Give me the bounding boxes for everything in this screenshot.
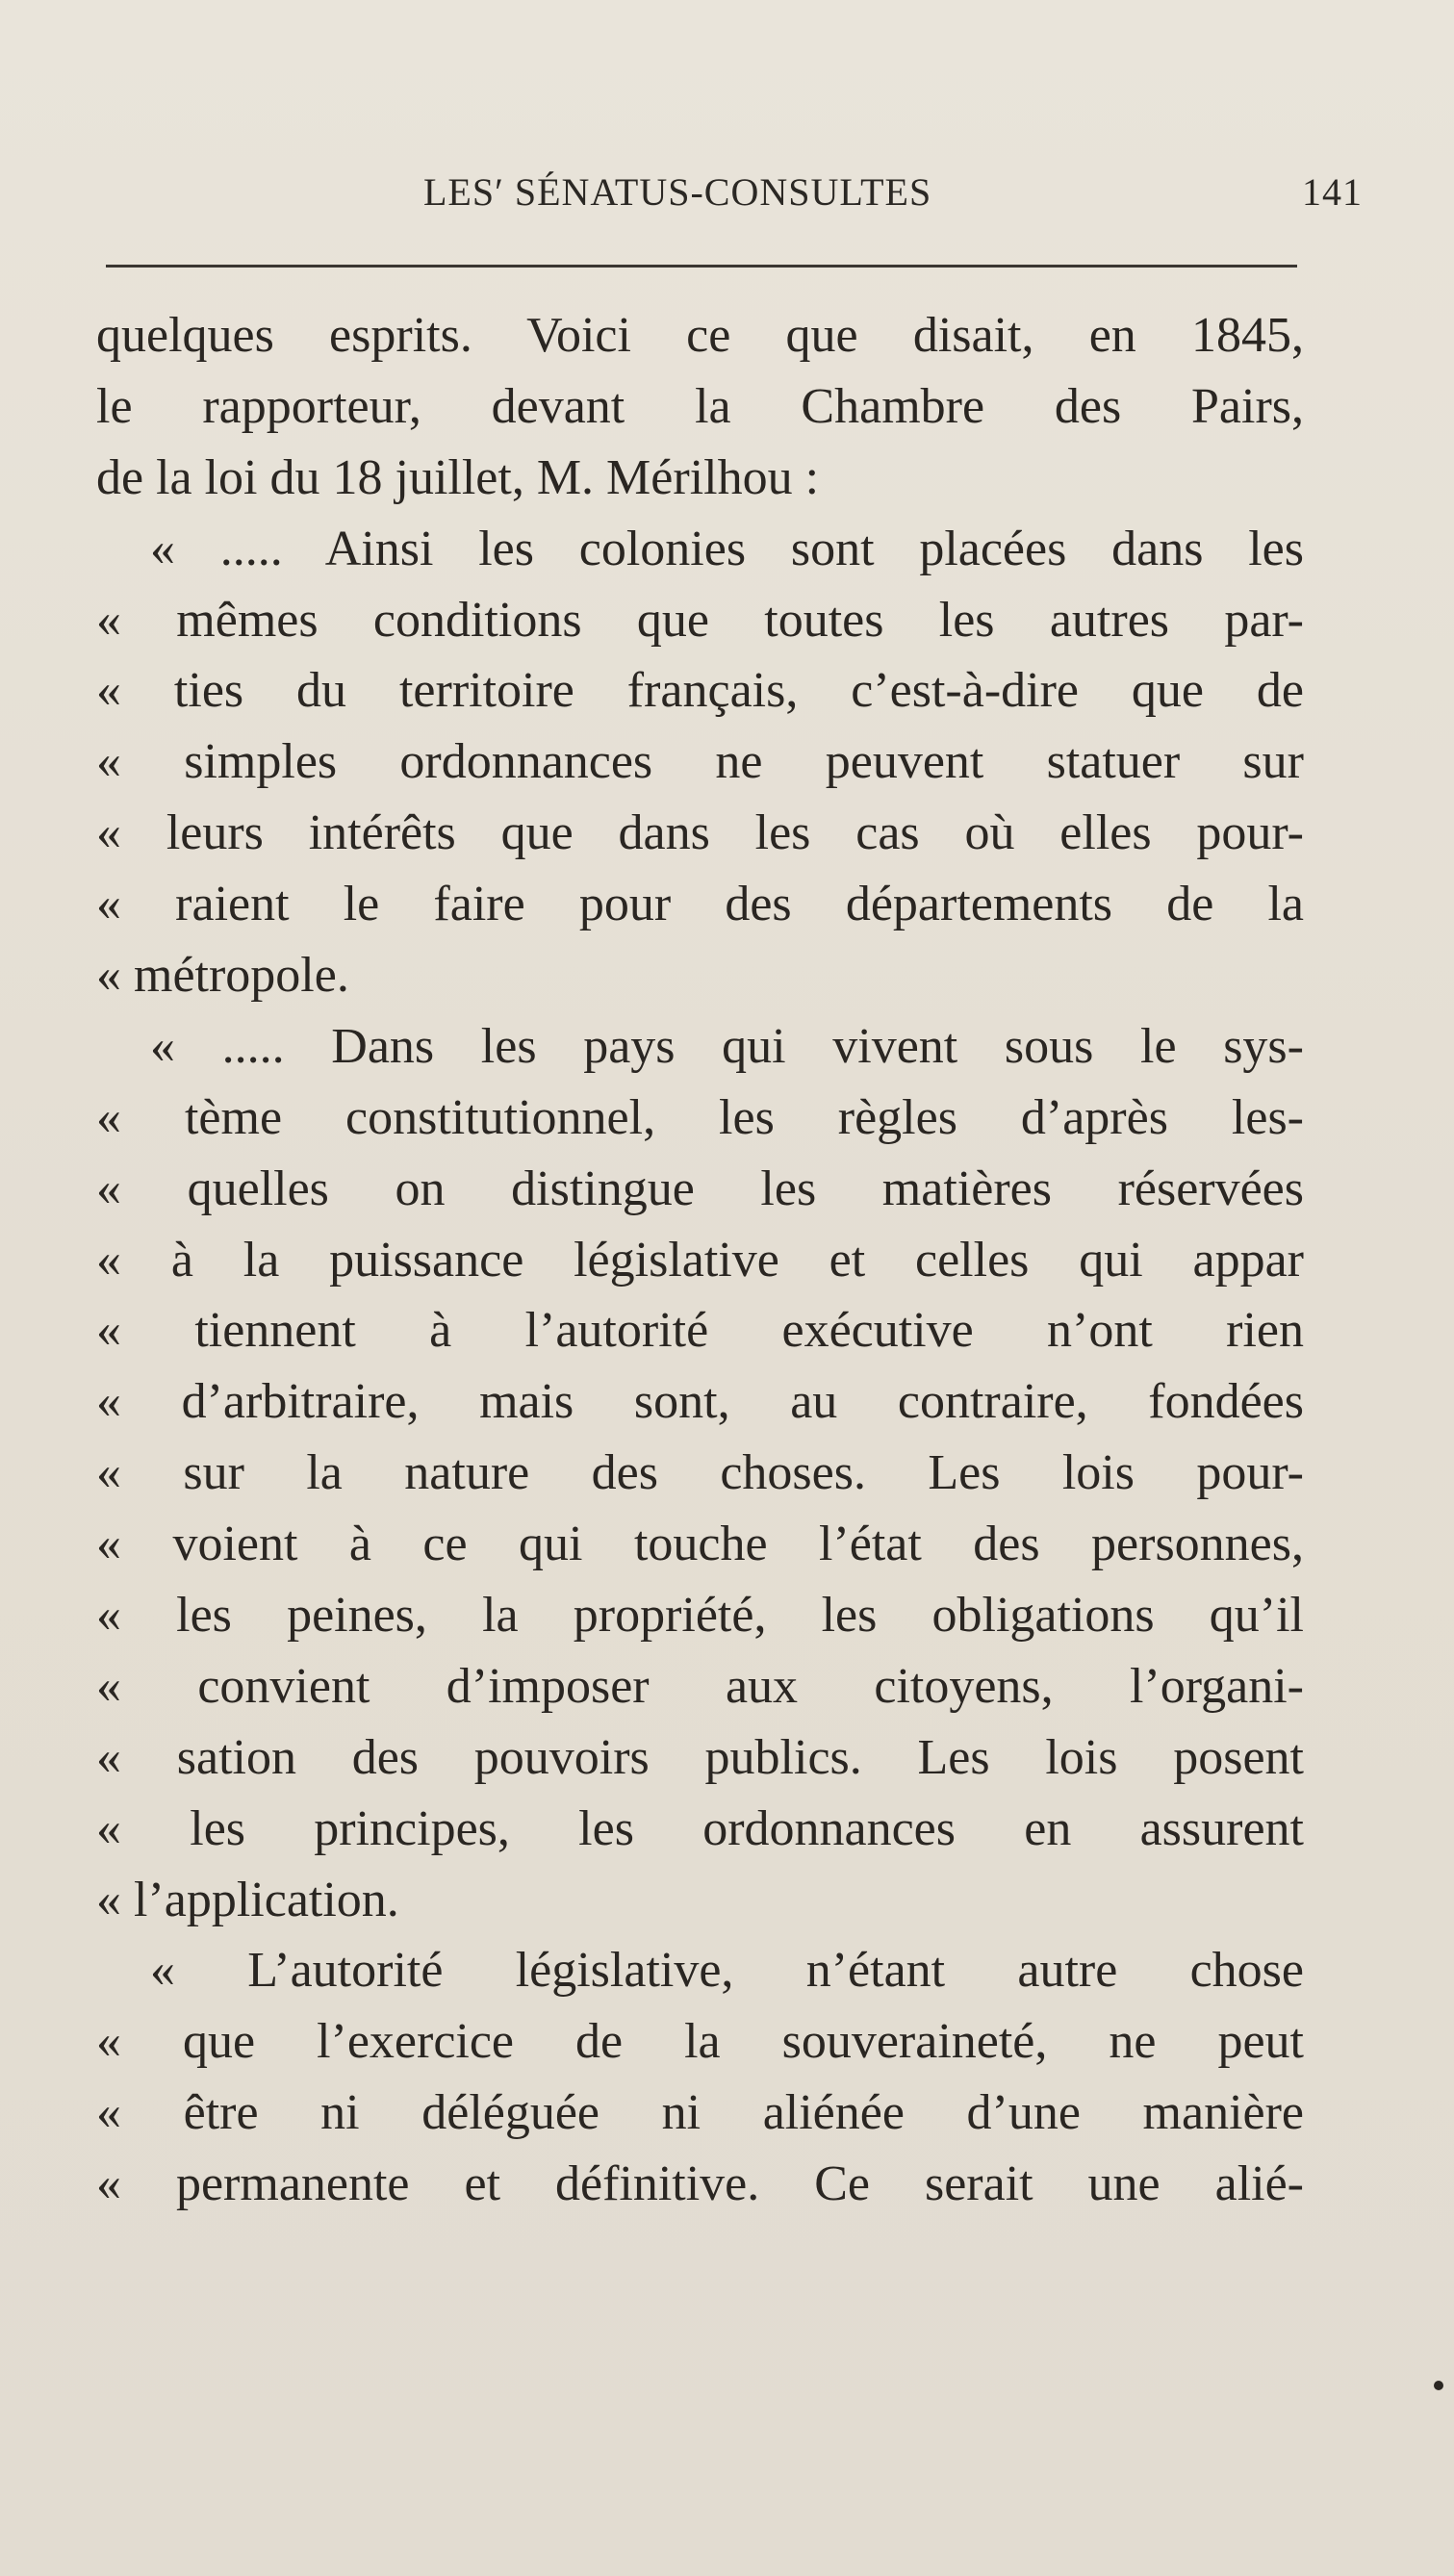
text-line: de la loi du 18 juillet, M. Mérilhou :	[96, 449, 820, 505]
text-line: « ..... Dans les pays qui vivent sous le sys-	[150, 1018, 1304, 1074]
text-line: « les principes, les ordonnances en assurent	[96, 1800, 1304, 1856]
text-line: « ties du territoire français, c’est-à-dire que de	[96, 663, 1304, 719]
text-line: « L’autorité législative, n’étant autre chose	[150, 1943, 1304, 1999]
text-line: « convient d’imposer aux citoyens, l’organi-	[96, 1658, 1304, 1714]
text-line: « sur la nature des choses. Les lois pour-	[96, 1445, 1304, 1501]
text-line: « l’application.	[96, 1872, 399, 1927]
text-line: « sation des pouvoirs publics. Les lois posent	[96, 1729, 1304, 1785]
text-line: « mêmes conditions que toutes les autres par-	[96, 592, 1304, 648]
text-line: « tiennent à l’autorité exécutive n’ont rien	[96, 1303, 1304, 1359]
text-line: « voient à ce qui touche l’état des personnes,	[96, 1517, 1304, 1572]
running-title: LESʹ SÉNATUS-CONSULTES	[423, 170, 932, 214]
text-line: « les peines, la propriété, les obligations qu’il	[96, 1588, 1304, 1644]
text-line: « tème constitutionnel, les règles d’après les-	[96, 1089, 1304, 1145]
text-line: « d’arbitraire, mais sont, au contraire, fondées	[96, 1374, 1304, 1430]
text-line: « quelles on distingue les matières réservées	[96, 1160, 1304, 1216]
text-line: « raient le faire pour des départements de la	[96, 877, 1304, 932]
text-line: « leurs intérêts que dans les cas où elles pour-	[96, 805, 1304, 861]
text-line: « simples ordonnances ne peuvent statuer sur	[96, 734, 1304, 790]
text-line: le rapporteur, devant la Chambre des Pairs,	[96, 378, 1304, 434]
ink-speck	[1434, 2381, 1443, 2390]
page-number: 141	[1302, 170, 1363, 214]
text-line: « à la puissance législative et celles qui appar	[96, 1232, 1304, 1288]
text-line: « permanente et définitive. Ce serait une alié-	[96, 2156, 1304, 2212]
text-line: « être ni déléguée ni aliénée d’une manière	[96, 2085, 1304, 2141]
text-line: « métropole.	[96, 948, 349, 1004]
body-text	[96, 300, 1304, 2220]
text-line: quelques esprits. Voici ce que disait, en 1845,	[96, 308, 1304, 363]
text-line: « ..... Ainsi les colonies sont placées dans les	[150, 521, 1304, 576]
header-rule	[106, 265, 1297, 268]
page-header	[96, 169, 1363, 227]
text-line: « que l’exercice de la souveraineté, ne peut	[96, 2014, 1304, 2070]
